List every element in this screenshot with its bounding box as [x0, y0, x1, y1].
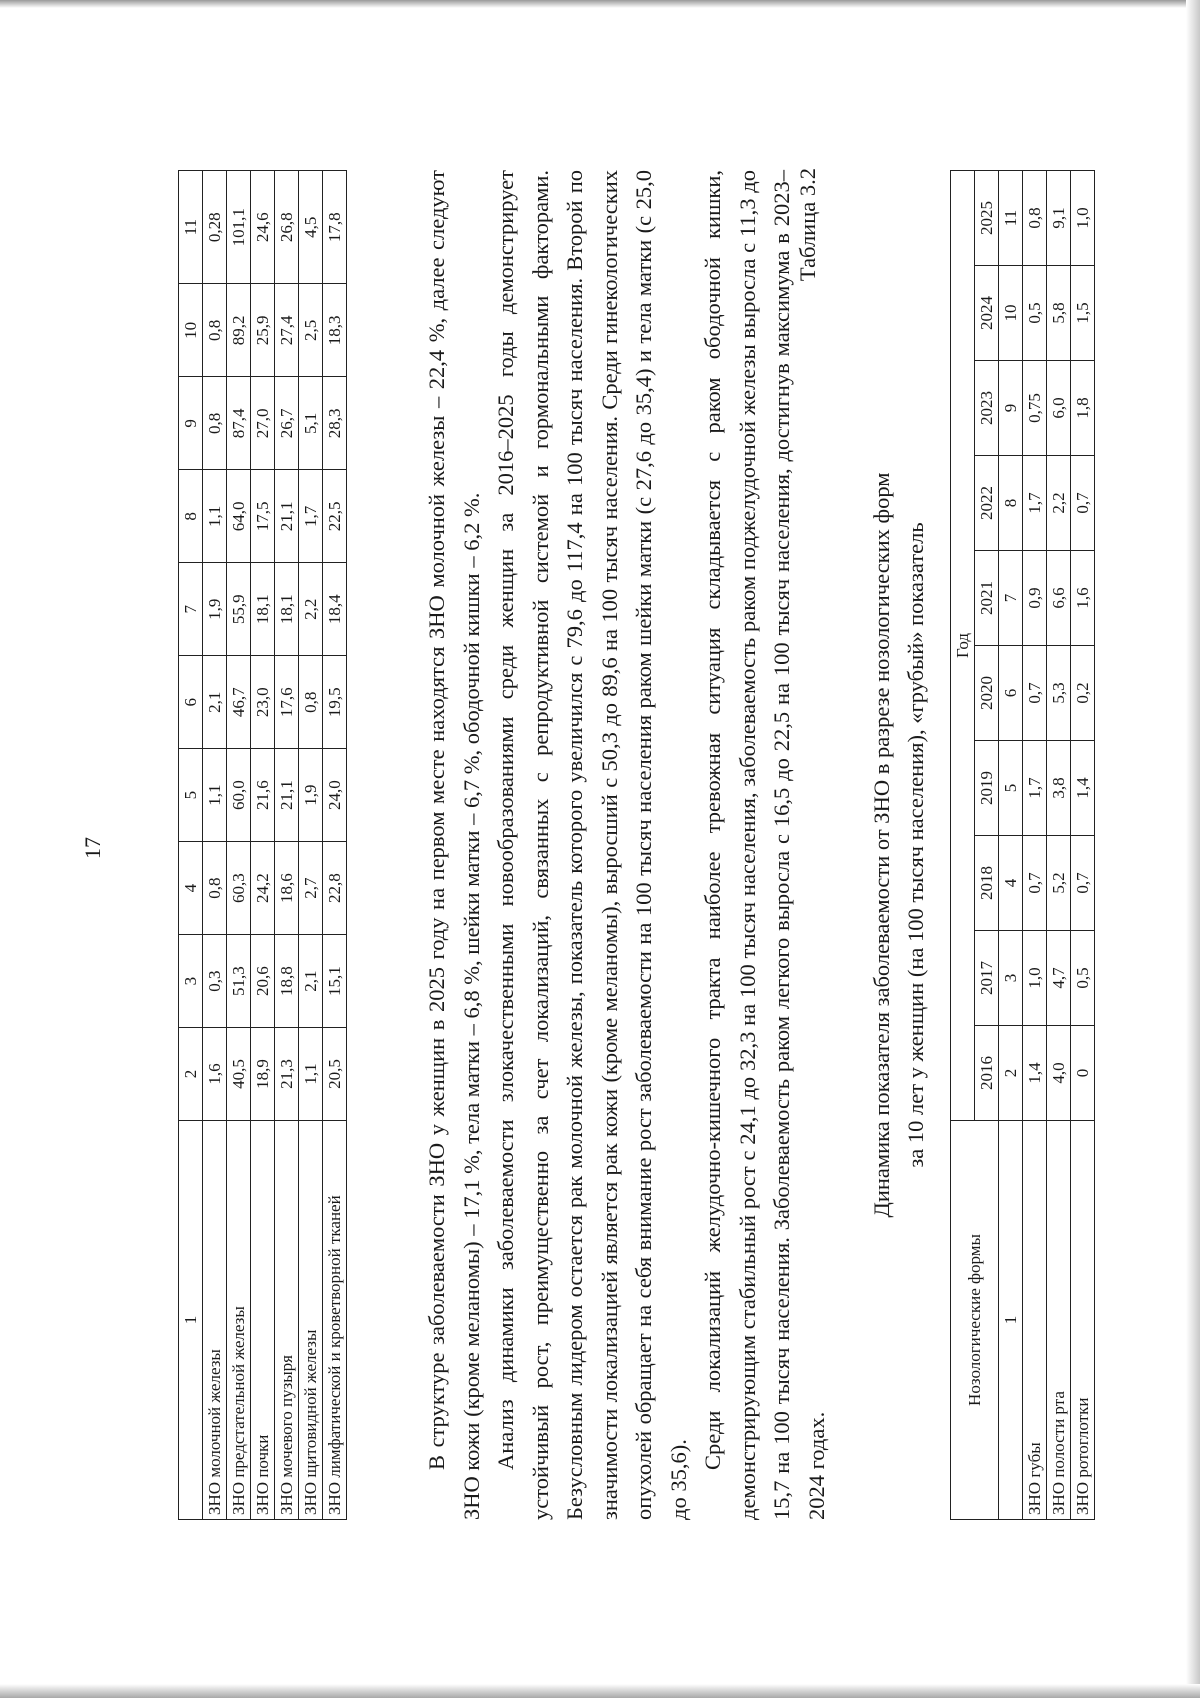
table-cell: 18,6: [275, 842, 299, 935]
year-header: 2018: [975, 836, 999, 931]
table-cell: 26,7: [275, 377, 299, 470]
table-cell: 17,6: [275, 656, 299, 749]
table-cell: 5,8: [1047, 266, 1071, 361]
table-cell: 5,1: [299, 377, 323, 470]
table-cell: 46,7: [227, 656, 251, 749]
table-cell: 21,1: [275, 749, 299, 842]
paragraph: Среди локализаций желудочно-кишечного тракта наиболее тревожная ситуация складывается с раком ободочной кишки, демонстрирующим стабильный рост с 24,1 до 32,3 на 100 тысяч населения, заболеваемость раком поджелудочной железы выросла с 11,3 до 15,7 на 100 тысяч населения. Заболеваемость раком легкого выросла с 16,5 до 22,5 на 100 тысяч населения, достигнув максимума в 2023–2024 годах.: [700, 170, 829, 1520]
table-cell: 0,75: [1023, 361, 1047, 456]
table-cell: 1,4: [1071, 741, 1095, 836]
table-header-row: [951, 171, 975, 1520]
year-header: 2017: [975, 931, 999, 1026]
table-row: [203, 171, 227, 1520]
year-group-header: Год: [951, 171, 975, 1121]
table-cell: 1,9: [299, 749, 323, 842]
column-number: 6: [179, 656, 203, 749]
row-label: ЗНО ротоглотки: [1071, 1121, 1095, 1520]
table-cell: 1,1: [299, 1028, 323, 1121]
table-row: [227, 171, 251, 1520]
table-cell: 27,4: [275, 284, 299, 377]
column-number: 2: [179, 1028, 203, 1121]
table-cell: 60,0: [227, 749, 251, 842]
column-number: 2: [999, 1026, 1023, 1121]
table-cell: 18,3: [323, 284, 347, 377]
table-title: [865, 170, 933, 1520]
table-cell: 1,0: [1071, 171, 1095, 266]
table-cell: 0,7: [1023, 836, 1047, 931]
table-cell: 0,28: [203, 171, 227, 284]
table-cell: 1,8: [1071, 361, 1095, 456]
row-label: ЗНО мочевого пузыря: [275, 1121, 299, 1520]
table-cell: 0,2: [1071, 646, 1095, 741]
table-cell: 18,8: [275, 935, 299, 1028]
table-header-row: [179, 171, 203, 1520]
table-cell: 0,7: [1071, 456, 1095, 551]
table-cell: 18,4: [323, 563, 347, 656]
table-cell: 1,7: [1023, 456, 1047, 551]
table-cell: 18,9: [251, 1028, 275, 1121]
table-cell: 0,8: [203, 284, 227, 377]
column-number: 7: [999, 551, 1023, 646]
table-cell: 19,5: [323, 656, 347, 749]
table-cell: 4,0: [1047, 1026, 1071, 1121]
column-number: 8: [999, 456, 1023, 551]
year-header: 2023: [975, 361, 999, 456]
year-header: 2021: [975, 551, 999, 646]
table-cell: 1,1: [203, 749, 227, 842]
column-number: 1: [179, 1121, 203, 1520]
table-cell: 21,6: [251, 749, 275, 842]
table-row: [323, 171, 347, 1520]
table-cell: 22,8: [323, 842, 347, 935]
table-cell: 0,5: [1071, 931, 1095, 1026]
table-cell: 0,8: [203, 842, 227, 935]
table-cell: 2,2: [1047, 456, 1071, 551]
column-number: 1: [999, 1121, 1023, 1520]
table-cell: 4,5: [299, 171, 323, 284]
paragraph: В структуре заболеваемости ЗНО у женщин в 2025 году на первом месте находятся ЗНО молочной железы – 22,4 %, далее следуют ЗНО кожи (кроме меланомы) – 17,1 %, тела матки – 6,8 %, шейки матки – 6,7 %, ободочной кишки – 6,2 %.: [424, 170, 484, 1520]
year-header: 2016: [975, 1026, 999, 1121]
year-header: 2020: [975, 646, 999, 741]
column-number: 4: [179, 842, 203, 935]
table-cell: 1,9: [203, 563, 227, 656]
table-cell: 22,5: [323, 470, 347, 563]
table-cell: 21,3: [275, 1028, 299, 1121]
paragraph: Анализ динамики заболеваемости злокачественными новообразованиями среди женщин за 2016–2025 годы демонстрирует устойчивый рост, преимущественно за счет локализаций, связанных с репродуктивной системой и гормональными факторами. Безусловным лидером остается рак молочной железы, показатель которого увеличился с 79,6 до 117,4 на 100 тысяч населения. Второй по значимости локализацией является рак кожи (кроме меланомы), выросший с 50,3 до 89,6 на 100 тысяч населения. Среди гинекологических опухолей обращает на себя внимание рост заболеваемости на 100 тысяч населения раком шейки матки (с 27,6 до 35,4) и тела матки (с 25,0 до 35,6).: [493, 170, 691, 1520]
label-column-header: Нозологические формы: [951, 1121, 999, 1520]
table-cell: 9,1: [1047, 171, 1071, 266]
column-number: 3: [999, 931, 1023, 1026]
table-cell: 20,5: [323, 1028, 347, 1121]
incidence-by-year-table: [950, 170, 1095, 1520]
table-cell: 28,3: [323, 377, 347, 470]
table-cell: 87,4: [227, 377, 251, 470]
table-caption: Таблица 3.2: [795, 168, 820, 282]
table-cell: 1,5: [1071, 266, 1095, 361]
table-row: [1071, 171, 1095, 1520]
table-cell: 0,7: [1023, 646, 1047, 741]
table-cell: 1,6: [203, 1028, 227, 1121]
row-label: ЗНО полости рта: [1047, 1121, 1071, 1520]
table-cell: 1,6: [1071, 551, 1095, 646]
year-header: 2022: [975, 456, 999, 551]
table-title-line: Динамика показателя заболеваемости от ЗНО в разрезе нозологических форм: [869, 472, 894, 1218]
table-cell: 0,3: [203, 935, 227, 1028]
table-cell: 2,2: [299, 563, 323, 656]
row-label: ЗНО губы: [1023, 1121, 1047, 1520]
table-row: [275, 171, 299, 1520]
year-header: 2019: [975, 741, 999, 836]
table-cell: 2,1: [299, 935, 323, 1028]
table-row: [1047, 171, 1071, 1520]
column-number: 4: [999, 836, 1023, 931]
table-cell: 1,1: [203, 470, 227, 563]
table-cell: 0,8: [1023, 171, 1047, 266]
column-number: 6: [999, 646, 1023, 741]
table-cell: 60,3: [227, 842, 251, 935]
table-cell: 20,6: [251, 935, 275, 1028]
table-cell: 26,8: [275, 171, 299, 284]
table-cell: 25,9: [251, 284, 275, 377]
table-row: [299, 171, 323, 1520]
table-title-line: за 10 лет у женщин (на 100 тысяч населения), «грубый» показатель: [903, 522, 928, 1168]
table-cell: 3,8: [1047, 741, 1071, 836]
row-label: ЗНО щитовидной железы: [299, 1121, 323, 1520]
column-number: 5: [179, 749, 203, 842]
column-number: 10: [179, 284, 203, 377]
page-number: 17: [80, 837, 105, 859]
table-cell: 23,0: [251, 656, 275, 749]
row-label: ЗНО почки: [251, 1121, 275, 1520]
table-cell: 24,2: [251, 842, 275, 935]
table-cell: 18,1: [275, 563, 299, 656]
table-cell: 1,0: [1023, 931, 1047, 1026]
table-cell: 2,1: [203, 656, 227, 749]
column-numbers-row: [999, 171, 1023, 1520]
table-cell: 4,7: [1047, 931, 1071, 1026]
table-cell: 0,7: [1071, 836, 1095, 931]
table-cell: 1,7: [1023, 741, 1047, 836]
table-cell: 17,5: [251, 470, 275, 563]
table-cell: 5,3: [1047, 646, 1071, 741]
table-cell: 1,7: [299, 470, 323, 563]
column-number: 10: [999, 266, 1023, 361]
row-label: ЗНО предстательной железы: [227, 1121, 251, 1520]
table-cell: 101,1: [227, 171, 251, 284]
column-number: 7: [179, 563, 203, 656]
year-header: 2024: [975, 266, 999, 361]
table-cell: 51,3: [227, 935, 251, 1028]
table-row: [1023, 171, 1047, 1520]
column-number: 11: [179, 171, 203, 284]
table-cell: 27,0: [251, 377, 275, 470]
table-cell: 0,8: [299, 656, 323, 749]
table-cell: 18,1: [251, 563, 275, 656]
table-cell: 40,5: [227, 1028, 251, 1121]
table-cell: 64,0: [227, 470, 251, 563]
table-cell: 6,0: [1047, 361, 1071, 456]
column-number: 5: [999, 741, 1023, 836]
column-number: 8: [179, 470, 203, 563]
table-row: [251, 171, 275, 1520]
table-cell: 24,6: [251, 171, 275, 284]
table-cell: 5,2: [1047, 836, 1071, 931]
table-cell: 17,8: [323, 171, 347, 284]
body-text: [420, 170, 834, 1520]
row-label: ЗНО молочной железы: [203, 1121, 227, 1520]
column-number: 3: [179, 935, 203, 1028]
table-cell: 6,6: [1047, 551, 1071, 646]
column-number: 9: [179, 377, 203, 470]
column-number: 11: [999, 171, 1023, 266]
table-cell: 0,5: [1023, 266, 1047, 361]
incidence-table-continued: [178, 170, 347, 1520]
table-cell: 2,7: [299, 842, 323, 935]
table-cell: 0,9: [1023, 551, 1047, 646]
column-number: 9: [999, 361, 1023, 456]
row-label: ЗНО лимфатической и кроветворной тканей: [323, 1121, 347, 1520]
table-cell: 89,2: [227, 284, 251, 377]
table-cell: 2,5: [299, 284, 323, 377]
table-cell: 0: [1071, 1026, 1095, 1121]
table-cell: 1,4: [1023, 1026, 1047, 1121]
table-cell: 15,1: [323, 935, 347, 1028]
table-cell: 55,9: [227, 563, 251, 656]
table-cell: 0,8: [203, 377, 227, 470]
table-cell: 21,1: [275, 470, 299, 563]
year-header: 2025: [975, 171, 999, 266]
table-cell: 24,0: [323, 749, 347, 842]
